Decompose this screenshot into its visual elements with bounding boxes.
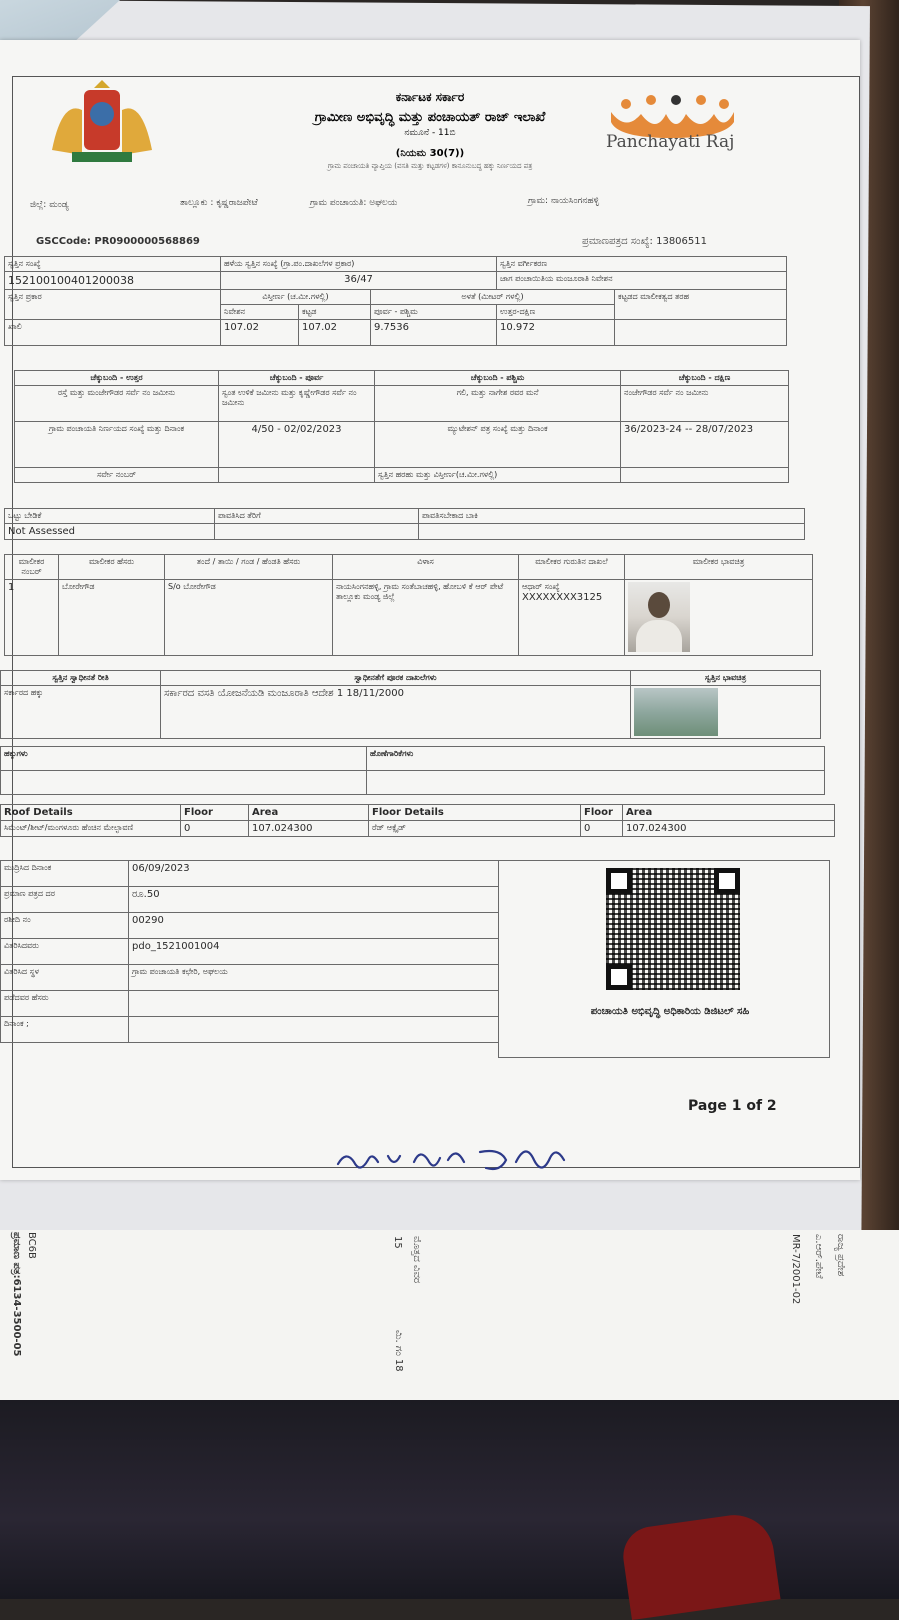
roof-details-header: Roof Details (1, 805, 181, 821)
north-boundary: ರಸ್ತೆ ಮತ್ತು ಮಂಜೇಗೌಡರ ಸರ್ವೆ ನಂ ಜಮೀನು (15, 386, 219, 422)
site-area-value: 107.02 (221, 320, 299, 346)
acquisition-table (0, 670, 821, 739)
roof-area: 107.024300 (249, 821, 369, 837)
mutation-label: ಮ್ಯುಟೇಶನ್ ಪತ್ರ ಸಂಖ್ಯೆ ಮತ್ತು ದಿನಾಂಕ (375, 422, 621, 468)
property-table (4, 256, 787, 346)
owner-address: ನಾಯಸಿಂಗನಹಳ್ಳಿ, ಗ್ರಾಮ ಸಂತೆಬಾಚಹಳ್ಳಿ, ಹೋಬಳಿ ಕೆ ಆರ್ ಪೇಟೆ ತಾಲ್ಲೂಕು ಮಂಡ್ಯ ಜಿಲ್ಲೆ (333, 580, 519, 656)
owner-photo (628, 582, 690, 652)
survey-number-label: ಸರ್ವೇ ನಂಬರ್ (15, 468, 219, 483)
stamp-region: ರಾಜ್ಯ ಪ್ರದೇಶ (835, 1234, 846, 1277)
receiver-value (129, 991, 499, 1017)
stamp-time: ಮಿ. ಗಂ 18 (393, 1330, 404, 1372)
owner-relation: S/o ಬೋರೇಗೌಡ (165, 580, 333, 656)
stamp-number: 15 (392, 1236, 403, 1249)
issue-table (0, 860, 499, 1043)
balance-label: ಪಾವತಿಸಬೇಕಾದ ಬಾಕಿ (419, 509, 805, 524)
receipt-label: ರಶೀದಿ ನಂ (1, 913, 129, 939)
rule-number: (ನಿಯಮ 30(7)) (395, 148, 465, 159)
page-number: Page 1 of 2 (688, 1098, 777, 1114)
property-photo-cell (631, 686, 821, 739)
roof-area-header: Area (249, 805, 369, 821)
owner-no: 1 (5, 580, 59, 656)
category-label: ಸ್ವತ್ತಿನ ವರ್ಗೀಕರಣ (497, 257, 787, 272)
north-south-label: ಉತ್ತರ-ದಕ್ಷಿಣ (497, 305, 615, 320)
property-photo (634, 688, 718, 736)
print-date-label: ಮುದ್ರಿಸಿದ ದಿನಾಂಕ (1, 861, 129, 887)
west-boundary: ಗಲಿ, ಮತ್ತು ನಾಗೇಶ ರವರ ಮನೆ (375, 386, 621, 422)
gsc-code: GSCCode: PR0900000568869 (36, 236, 200, 247)
area-label: ವಿಸ್ತೀರ್ಣ (ಚ.ಮೀ.ಗಳಲ್ಲಿ) (221, 290, 371, 305)
karnataka-emblem (42, 80, 162, 170)
department-title: ಗ್ರಾಮೀಣ ಅಭಿವೃದ್ಧಿ ಮತ್ತು ಪಂಚಾಯತ್ ರಾಜ್ ಇಲಾಖೆ (314, 110, 546, 125)
village: ಗ್ರಾಮ: ನಾಯಸಿಂಗನಹಳ್ಳಿ (528, 196, 600, 206)
owner-table (4, 554, 813, 656)
tax-table (4, 508, 805, 540)
property-photo-label: ಸ್ವತ್ತಿನ ಭಾವಚಿತ್ರ (631, 671, 821, 686)
resolution-value: 4/50 - 02/02/2023 (219, 422, 375, 468)
district: ಜಿಲ್ಲೆ: ಮಂಡ್ಯ (30, 200, 69, 210)
property-type-value: ಖಾಲಿ (5, 320, 221, 346)
stamp-paper (0, 1230, 899, 1410)
certificate-number: ಪ್ರಮಾಣಪತ್ರದ ಸಂಖ್ಯೆ: 13806511 (582, 236, 707, 247)
usage-value (615, 320, 787, 346)
resolution-label: ಗ್ರಾಮ ಪಂಚಾಯತಿ ನಿರ್ಣಯದ ಸಂಖ್ಯೆ ಮತ್ತು ದಿನಾಂಕ (15, 422, 219, 468)
old-number-label: ಹಳೆಯ ಸ್ವತ್ತಿನ ಸಂಖ್ಯೆ (ಗ್ರಾ.ಪಂ.ದಾಖಲೆಗಳ ಪ್ರಕಾರ) (221, 257, 497, 272)
old-number-value: 36/47 (221, 272, 497, 290)
issue-place: ಗ್ರಾಮ ಪಂಚಾಯತಿ ಕಛೇರಿ, ಅಘಲಯ (129, 965, 499, 991)
receive-date-label: ದಿನಾಂಕ ; (1, 1017, 129, 1043)
rights-table (0, 746, 825, 795)
building-label: ಕಟ್ಟಡ (299, 305, 371, 320)
floor-area: 107.024300 (623, 821, 835, 837)
form-description: ಗ್ರಾಮ ಪಂಚಾಯತಿ ವ್ಯಾಪ್ತಿಯ (ವಸತಿ ಮತ್ತು ಕಟ್ಟಡಗಳ) ಕಾನೂನುಬದ್ಧ ಹಕ್ಕು ನಿರ್ಣಯದ ಪತ್ರ (327, 162, 533, 170)
address-header: ವಿಳಾಸ (333, 555, 519, 580)
liabilities-label: ಹೊಣೆಗಾರಿಕೆಗಳು (367, 747, 825, 771)
tax-paid-value (215, 524, 419, 540)
acquisition-docs-label: ಸ್ವಾಧೀನತೆಗೆ ಪೂರಕ ದಾಖಲೆಗಳು (161, 671, 631, 686)
east-west-value: 9.7536 (371, 320, 497, 346)
east-boundary-label: ಚೆಕ್ಕುಬಂದಿ - ಪೂರ್ವ (219, 371, 375, 386)
rights-label: ಹಕ್ಕುಗಳು (1, 747, 367, 771)
receipt-value: 00290 (129, 913, 499, 939)
receive-date-value (129, 1017, 499, 1043)
property-type-label: ಸ್ವತ್ತಿನ ಪ್ರಕಾರ (5, 290, 221, 320)
owner-name: ಬೋರೇಗೌಡ (59, 580, 165, 656)
stamp-serial: ಪ್ರಮಾಣ ಪತ್ರ:6134-3500-05 (11, 1232, 22, 1357)
east-boundary: ಸ್ವಂತ ಉಳಿಕೆ ಜಮೀನು ಮತ್ತು ಕೃಷ್ಣೇಗೌಡರ ಸರ್ವೆ ನಂ ಜಮೀನು (219, 386, 375, 422)
floor-type: ರೆಡ್ ಆಕ್ಸೈಡ್ (369, 821, 581, 837)
site-label: ನಿವೇಶನ (221, 305, 299, 320)
print-date: 06/09/2023 (129, 861, 499, 887)
usage-label: ಕಟ್ಟಡದ ಮಾಲೀಕತ್ವದ ತರಹ (615, 290, 787, 320)
floor-floor-header: Floor (581, 805, 623, 821)
west-boundary-label: ಚೆಕ್ಕುಬಂದಿ - ಪಶ್ಚಿಮ (375, 371, 621, 386)
building-area-value: 107.02 (299, 320, 371, 346)
fee-value: ರೂ.50 (129, 887, 499, 913)
id-header: ಮಾಲೀಕರ ಗುರುತಿನ ದಾಖಲೆ (519, 555, 625, 580)
north-boundary-label: ಚೆಕ್ಕುಬಂದಿ - ಉತ್ತರ (15, 371, 219, 386)
liabilities-value (367, 771, 825, 795)
total-demand-label: ಒಟ್ಟು ಬೇಡಿಕೆ (5, 509, 215, 524)
owner-photo-cell (625, 580, 813, 656)
survey-number-value (219, 468, 375, 483)
issue-place-label: ವಿತರಿಸಿದ ಸ್ಥಳ (1, 965, 129, 991)
dimension-label: ಅಳತೆ (ಮೀಟರ್ ಗಳಲ್ಲಿ) (371, 290, 615, 305)
qr-code (606, 868, 740, 990)
form-number: ನಮೂನೆ - 11ಬಿ (404, 128, 456, 138)
owner-id-type: ಆಧಾರ್ ಸಂಖ್ಯೆ (522, 582, 560, 591)
floor-area-header: Area (623, 805, 835, 821)
assessment-status: Not Assessed (5, 524, 215, 540)
roof-floor: 0 (181, 821, 249, 837)
south-boundary: ನಂಜೇಗೌಡರ ಸರ್ವೆ ನಂ ಜಮೀನು (621, 386, 789, 422)
owner-no-header: ಮಾಲೀಕರ ನಂಬರ್ (5, 555, 59, 580)
certificate-sheet (0, 40, 860, 1180)
gram-panchayat: ಗ್ರಾಮ ಪಂಚಾಯತಿ: ಅಘಲಯ (310, 198, 398, 208)
owner-id (519, 580, 625, 656)
boundary-table (14, 370, 789, 483)
panchayati-raj-brand: Panchayati Raj (606, 132, 735, 152)
category-value: ಜಾಗ ಪಂಚಾಯಿತಿಯ ಮಂಜೂರಾತಿ ನಿವೇಶನ (497, 272, 787, 290)
stamp-ref: MR-7/2001-02 (790, 1234, 801, 1305)
acquisition-docs: ಸರ್ಕಾರದ ವಸತಿ ಯೋಜನೆಯಡಿ ಮಂಜೂರಾತಿ ಆದೇಶ 1 18/11/2000 (161, 686, 631, 739)
govt-title: ಕರ್ನಾಟಕ ಸರ್ಕಾರ (395, 90, 465, 104)
east-west-label: ಪೂರ್ವ - ಪಶ್ಚಿಮ (371, 305, 497, 320)
property-id-label: ಸ್ವತ್ತಿನ ಸಂಖ್ಯೆ (5, 257, 221, 272)
acquisition-method-label: ಸ್ವತ್ತಿನ ಸ್ವಾಧೀನತೆ ರೀತಿ (1, 671, 161, 686)
balance-value (419, 524, 805, 540)
mutation-value: 36/2023-24 -- 28/07/2023 (621, 422, 789, 468)
floor-table (0, 804, 835, 837)
tax-paid-label: ಪಾವತಿಸಿದ ತೆರಿಗೆ (215, 509, 419, 524)
roof-floor-header: Floor (181, 805, 249, 821)
roof-type: ಸಿಮೆಂಟ್/ಶೀಟ್/ಮಂಗಳೂರು ಹೆಂಚಿನ ಮೇಲ್ಛಾವಣಿ (1, 821, 181, 837)
relation-header: ತಂದೆ / ತಾಯಿ / ಗಂಡ / ಹೆಂಡತಿ ಹೆಸರು (165, 555, 333, 580)
rights-value (1, 771, 367, 795)
photo-header: ಮಾಲೀಕರ ಭಾವಚಿತ್ರ (625, 555, 813, 580)
south-boundary-label: ಚೆಕ್ಕುಬಂದಿ - ದಕ್ಷಿಣ (621, 371, 789, 386)
stamp-code: BC6B (26, 1232, 37, 1259)
receiver-label: ಪಡೆದವರ ಹೆಸರು (1, 991, 129, 1017)
taluk: ತಾಲ್ಲೂಕು : ಕೃಷ್ಣರಾಜಪೇಟೆ (180, 198, 258, 208)
north-south-value: 10.972 (497, 320, 615, 346)
property-id-value: 152100100401200038 (5, 272, 221, 290)
owner-name-header: ಮಾಲೀಕರ ಹೆಸರು (59, 555, 165, 580)
owner-id-value: XXXXXXXX3125 (522, 592, 603, 603)
issuer-value: pdo_1521001004 (129, 939, 499, 965)
stamp-amount-label: ಮೊತ್ತದ ವಿವರ (411, 1236, 422, 1284)
tenure-label: ಸ್ವತ್ತಿನ ಹರಹು ಮತ್ತು ವಿಸ್ತೀರ್ಣ(ಚ.ಮೀ.ಗಳಲ್ಲಿ) (375, 468, 621, 483)
handwritten-signature (330, 1132, 590, 1192)
issuer-label: ವಿತರಿಸಿದವರು (1, 939, 129, 965)
stamp-place: ಎ.ಆರ್.ಪೇಟೆ (813, 1234, 824, 1279)
floor-details-header: Floor Details (369, 805, 581, 821)
floor-number: 0 (581, 821, 623, 837)
fee-label: ಪ್ರಮಾಣ ಪತ್ರದ ದರ (1, 887, 129, 913)
acquisition-method: ಸರ್ಕಾರದ ಹಕ್ಕು (1, 686, 161, 739)
tenure-value (621, 468, 789, 483)
digital-signature-caption: ಪಂಚಾಯತಿ ಅಭಿವೃದ್ಧಿ ಅಧಿಕಾರಿಯ ಡಿಜಿಟಲ್ ಸಹಿ (590, 1006, 750, 1017)
